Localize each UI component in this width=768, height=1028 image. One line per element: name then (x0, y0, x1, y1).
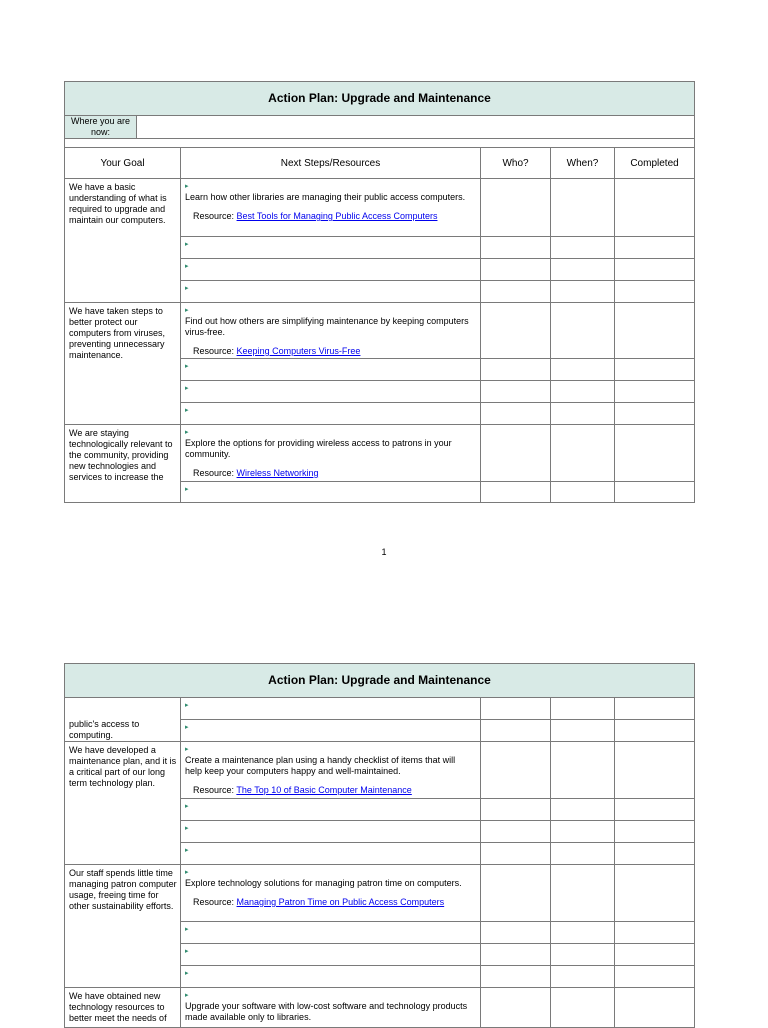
bullet-icon: ▸ (185, 970, 189, 977)
where-you-are-now-field[interactable] (137, 116, 695, 139)
resource-link[interactable]: Managing Patron Time on Public Access Computers (236, 897, 445, 907)
step-cell[interactable] (181, 381, 481, 403)
completed-cell[interactable] (615, 698, 695, 720)
who-cell[interactable] (481, 966, 551, 988)
completed-cell[interactable] (615, 303, 695, 359)
who-cell[interactable] (481, 865, 551, 922)
completed-cell[interactable] (615, 179, 695, 237)
who-cell[interactable] (481, 799, 551, 821)
spacer-row (65, 139, 695, 148)
step-cell[interactable] (181, 281, 481, 303)
bullet-icon: ▸ (185, 948, 189, 955)
step-cell (181, 179, 481, 237)
step-cell[interactable] (181, 843, 481, 865)
header-your-goal: Your Goal (65, 148, 181, 179)
who-cell[interactable] (481, 482, 551, 503)
resource-label: Resource: (193, 346, 235, 356)
bullet-icon: ▸ (185, 702, 189, 709)
completed-cell[interactable] (615, 381, 695, 403)
step-text: Upgrade your software with low-cost software and technology products made available only to libraries. (185, 1001, 468, 1022)
resource-label: Resource: (193, 468, 235, 478)
when-cell[interactable] (551, 259, 615, 281)
who-cell[interactable] (481, 259, 551, 281)
who-cell[interactable] (481, 425, 551, 482)
bullet-icon: ▸ (185, 183, 189, 190)
bullet-icon: ▸ (185, 992, 189, 999)
when-cell[interactable] (551, 179, 615, 237)
completed-cell[interactable] (615, 482, 695, 503)
when-cell[interactable] (551, 799, 615, 821)
step-cell[interactable] (181, 720, 481, 742)
goal-text: We are staying technologically relevant to the community, providing new technologies and services to increase the (65, 425, 181, 503)
when-cell[interactable] (551, 281, 615, 303)
when-cell[interactable] (551, 988, 615, 1028)
when-cell[interactable] (551, 381, 615, 403)
bullet-icon: ▸ (185, 285, 189, 292)
completed-cell[interactable] (615, 944, 695, 966)
completed-cell[interactable] (615, 403, 695, 425)
completed-cell[interactable] (615, 720, 695, 742)
header-next-steps: Next Steps/Resources (181, 148, 481, 179)
header-who: Who? (481, 148, 551, 179)
when-cell[interactable] (551, 821, 615, 843)
step-text: Explore the options for providing wireless access to patrons in your community. (185, 438, 452, 459)
resource-link[interactable]: The Top 10 of Basic Computer Maintenance (236, 785, 412, 795)
page-title: Action Plan: Upgrade and Maintenance (65, 664, 695, 698)
completed-cell[interactable] (615, 237, 695, 259)
when-cell[interactable] (551, 966, 615, 988)
resource-link[interactable]: Best Tools for Managing Public Access Computers (236, 211, 438, 221)
bullet-icon: ▸ (185, 847, 189, 854)
completed-cell[interactable] (615, 821, 695, 843)
completed-cell[interactable] (615, 988, 695, 1028)
who-cell[interactable] (481, 944, 551, 966)
when-cell[interactable] (551, 482, 615, 503)
when-cell[interactable] (551, 865, 615, 922)
step-cell[interactable] (181, 259, 481, 281)
bullet-icon: ▸ (185, 803, 189, 810)
who-cell[interactable] (481, 303, 551, 359)
who-cell[interactable] (481, 403, 551, 425)
who-cell[interactable] (481, 698, 551, 720)
goal-text: We have a basic understanding of what is required to upgrade and maintain our computers. (65, 179, 181, 303)
step-cell[interactable] (181, 359, 481, 381)
step-cell[interactable] (181, 922, 481, 944)
when-cell[interactable] (551, 843, 615, 865)
when-cell[interactable] (551, 359, 615, 381)
resource-link[interactable]: Wireless Networking (236, 468, 319, 478)
step-cell (181, 425, 481, 482)
step-cell[interactable] (181, 698, 481, 720)
completed-cell[interactable] (615, 966, 695, 988)
completed-cell[interactable] (615, 742, 695, 799)
bullet-icon: ▸ (185, 486, 189, 493)
bullet-icon: ▸ (185, 429, 189, 436)
goal-text-continued: public's access to computing. (65, 698, 181, 742)
completed-cell[interactable] (615, 843, 695, 865)
step-cell[interactable] (181, 944, 481, 966)
completed-cell[interactable] (615, 799, 695, 821)
step-cell (181, 865, 481, 922)
step-cell[interactable] (181, 403, 481, 425)
bullet-icon: ▸ (185, 385, 189, 392)
step-cell (181, 742, 481, 799)
when-cell[interactable] (551, 720, 615, 742)
who-cell[interactable] (481, 359, 551, 381)
who-cell[interactable] (481, 742, 551, 799)
page-number: 1 (381, 547, 387, 557)
step-cell[interactable] (181, 237, 481, 259)
when-cell[interactable] (551, 944, 615, 966)
bullet-icon: ▸ (185, 746, 189, 753)
bullet-icon: ▸ (185, 926, 189, 933)
bullet-icon: ▸ (185, 724, 189, 731)
who-cell[interactable] (481, 281, 551, 303)
who-cell[interactable] (481, 179, 551, 237)
bullet-icon: ▸ (185, 241, 189, 248)
when-cell[interactable] (551, 922, 615, 944)
completed-cell[interactable] (615, 359, 695, 381)
completed-cell[interactable] (615, 281, 695, 303)
step-cell (181, 303, 481, 359)
header-when: When? (551, 148, 615, 179)
who-cell[interactable] (481, 720, 551, 742)
resource-label: Resource: (193, 211, 235, 221)
where-you-are-now-label: Where you are now: (65, 116, 137, 139)
step-cell[interactable] (181, 482, 481, 503)
step-text: Create a maintenance plan using a handy checklist of items that will help keep your computers happy and well-maintained. (185, 755, 456, 776)
who-cell[interactable] (481, 237, 551, 259)
action-plan-table-page-2 (64, 663, 695, 1028)
bullet-icon: ▸ (185, 869, 189, 876)
resource-link[interactable]: Keeping Computers Virus-Free (236, 346, 361, 356)
completed-cell[interactable] (615, 259, 695, 281)
who-cell[interactable] (481, 922, 551, 944)
step-cell[interactable] (181, 799, 481, 821)
step-cell (181, 988, 481, 1028)
completed-cell[interactable] (615, 865, 695, 922)
who-cell[interactable] (481, 988, 551, 1028)
step-text: Explore technology solutions for managing patron time on computers. (185, 878, 462, 888)
bullet-icon: ▸ (185, 363, 189, 370)
completed-cell[interactable] (615, 425, 695, 482)
step-text: Find out how others are simplifying maintenance by keeping computers virus-free. (185, 316, 469, 337)
step-text: Learn how other libraries are managing their public access computers. (185, 192, 466, 202)
bullet-icon: ▸ (185, 825, 189, 832)
when-cell[interactable] (551, 237, 615, 259)
resource-label: Resource: (193, 897, 235, 907)
goal-text: Our staff spends little time managing patron computer usage, freeing time for other sustainability efforts. (65, 865, 181, 988)
who-cell[interactable] (481, 843, 551, 865)
goal-text: We have taken steps to better protect our computers from viruses, preventing unnecessary maintenance. (65, 303, 181, 425)
completed-cell[interactable] (615, 922, 695, 944)
who-cell[interactable] (481, 821, 551, 843)
when-cell[interactable] (551, 403, 615, 425)
goal-text: We have obtained new technology resources to better meet the needs of (65, 988, 181, 1028)
bullet-icon: ▸ (185, 263, 189, 270)
page-title: Action Plan: Upgrade and Maintenance (65, 82, 695, 116)
when-cell[interactable] (551, 698, 615, 720)
step-cell[interactable] (181, 821, 481, 843)
when-cell[interactable] (551, 425, 615, 482)
resource-label: Resource: (193, 785, 235, 795)
header-completed: Completed (615, 148, 695, 179)
who-cell[interactable] (481, 381, 551, 403)
when-cell[interactable] (551, 303, 615, 359)
action-plan-table-page-1 (64, 81, 695, 503)
bullet-icon: ▸ (185, 407, 189, 414)
when-cell[interactable] (551, 742, 615, 799)
step-cell[interactable] (181, 966, 481, 988)
goal-text: We have developed a maintenance plan, and it is a critical part of our long term technology plan. (65, 742, 181, 865)
bullet-icon: ▸ (185, 307, 189, 314)
